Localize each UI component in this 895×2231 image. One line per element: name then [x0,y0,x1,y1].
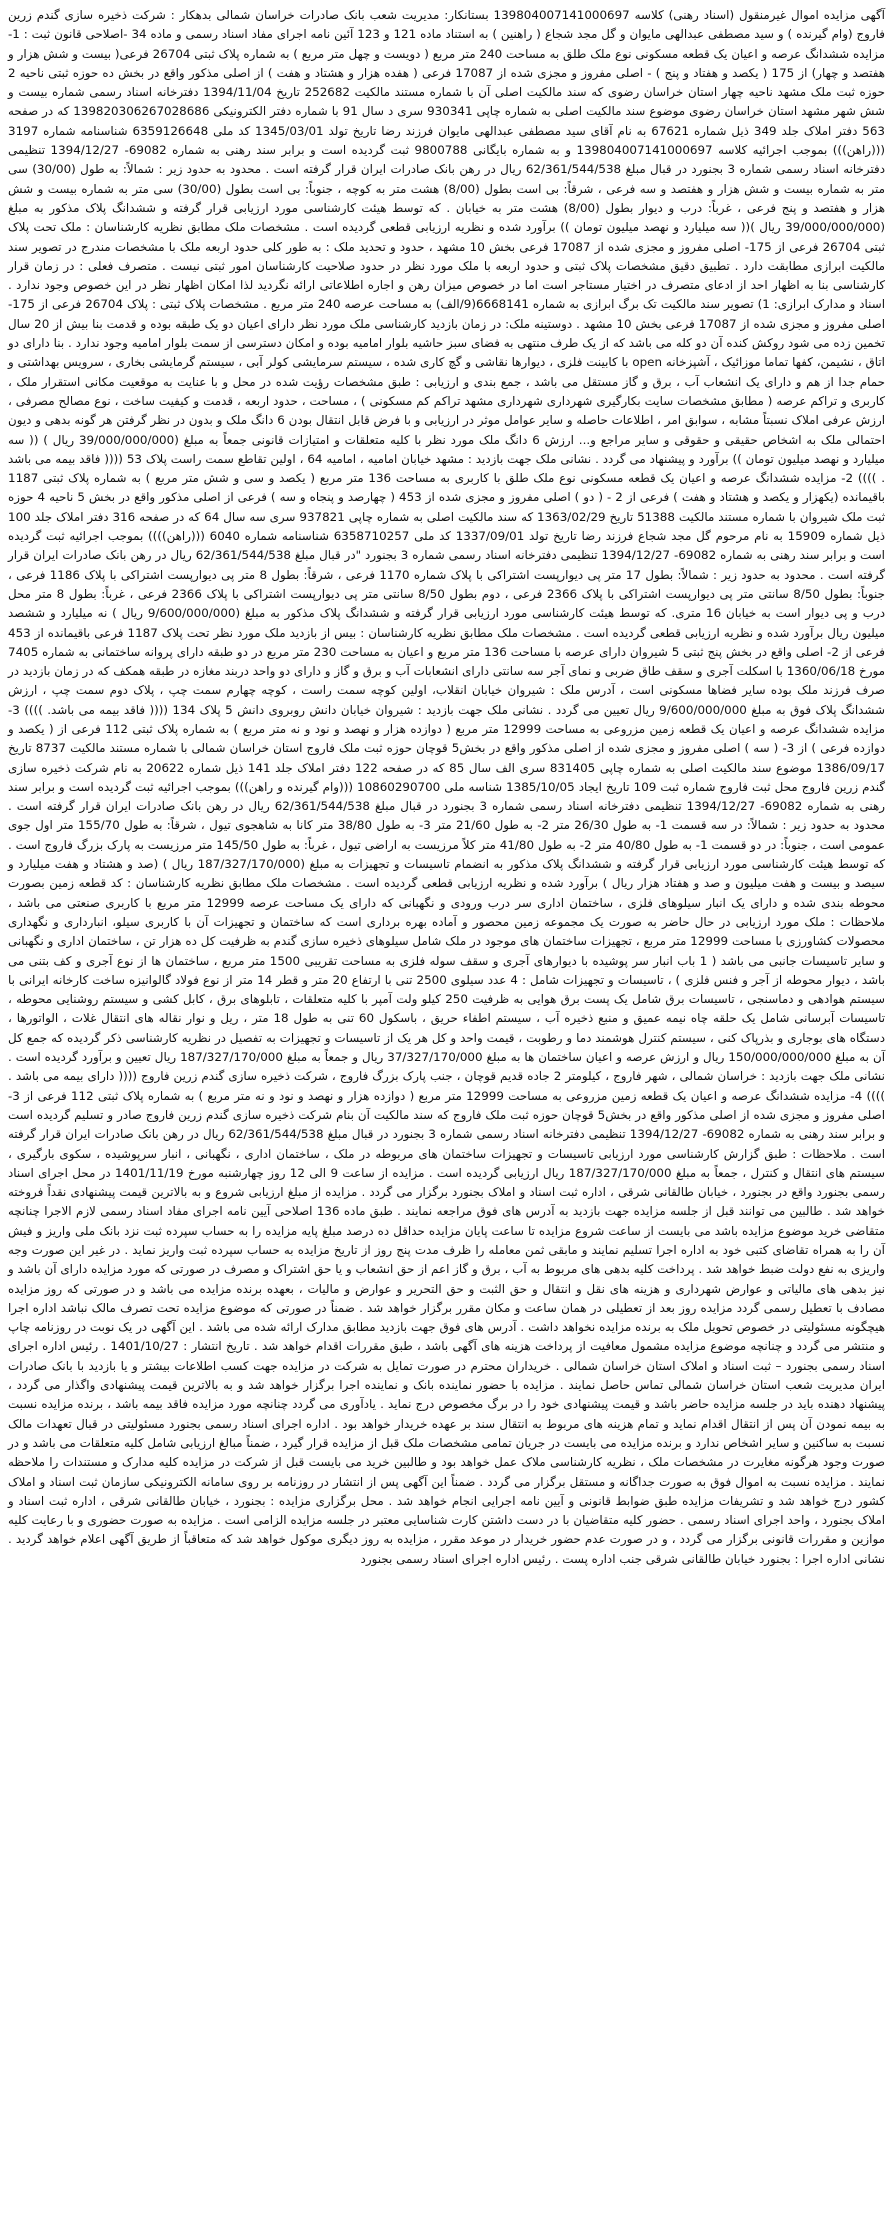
auction-notice-text: آگهی مزایده اموال غیرمنقول (اسناد رهنی) کلاسه 139804007141000697 بستانکار: مدیریت شعب بانک صادرات خراسان شمالی بدهکار : شرکت ذخیره سازی گندم زرین فاروج (وام گیرنده ) و سید مصطفی عبدالهی مایوان و گل مجد شجاع ( راهنین ) به استناد ماده 121 و 123 آئین نامه اجرای مفاد اسناد رسمی و ماده 34 -اصلاحی قانون ثبت : 1- مزایده ششدانگ عرصه و اعیان یک قطعه مسکونی نوع ملک طلق به مساحت 240 متر مربع ( دویست و چهل متر مربع ) به شماره پلاک ثبتی 26704 فرعی( بیست و شش هزار و هفتصد و چهار) از 175 ( یکصد و هفتاد و پنج ) - اصلی مفروز و مجزی شده از 17087 فرعی ( هفده هزار و هشتاد و هفت ) از اصلی مذکور واقع در بخش ده حوزه ثبتی ناحیه 2 حوزه ثبت ملک مشهد ناحیه چهار استان خراسان رضوی که سند مالکیت اصلی آن با شماره مستند مالکیت 252682 تاریخ 1394/11/04 دفترخانه اسناد رسمی شماره بیست و شش شهر مشهد استان خراسان رضوی موضوع سند مالکیت اصلی به شماره چاپی 930341 سری د سال 91 با شماره دفتر الکترونیکی 139820306267028686 که در صفحه 563 دفتر املاک جلد 349 ذیل شماره 67621 به نام آقای سید مصطفی عبدالهی مایوان فرزند رضا تاریخ تولد 1345/03/01 کد ملی 6359126648 شناسنامه شماره 3197 (((راهن))) بموجب اجرائیه کلاسه 139804007141000697 و به شماره بایگانی 9800788 ثبت گردیده است و برابر سند رهنی به شماره 69082- 1394/12/27 تنظیمی دفترخانه اسناد رسمی شماره 3 بجنورد در قبال مبلغ 62/361/544/538 ریال در رهن بانک صادرات ایران قرار گرفته است . محدود به حدود زیر : شمالاً: به طول (30/00) سی متر به شماره بیست و شش هزار و هفتصد و سه فرعی ، شرقاً: بی است بطول (8/00) هشت متر به کوچه ، جنوباً: بی است بطول (30/00) سی متر به شماره بیست و شش هزار و هفتصد و پنج فرعی ، غرباً: درب و دیوار بطول (8/00) هشت متر به خیابان . که توسط هیئت کارشناسی مورد ارزیابی قرار گرفته و ششدانگ پلاک مذکور به مبلغ (39/000/000/000 ریال )(( سه میلیارد و نهصد میلیون تومان )) برآورد شده و نظریه ارزیابی قطعی گردیده است . مشخصات ملک مطابق نظریه کارشناسان : ملک تحت پلاک ثبتی 26704 فرعی از 175- اصلی مفروز و مجزی شده از 17087 فرعی بخش 10 مشهد ، حدود و تحدید ملک : به طور کلی حدود اربعه ملک با مشخصات مندرج در تصویر سند مالکیت ابرازی مطابقت دارد . تطبیق دقیق مشخصات پلاک ثبتی و حدود اربعه با ملک مورد نظر در حدود صلاحیت کارشناسان امور ثبتی نیست . متصرف فعلی : در زمان قرار کارشناسی بنا به اظهار احد از ادعای متصرف در اختیار مستاجر است اما در خصوص میزان رهن و اجاره اطلاعاتی ارائه نگردید لذا امکان اظهار نظر در این خصوص وجود ندارد . اسناد و مدارک ابرازی: 1) تصویر سند مالکیت تک برگ ابرازی به شماره 6668141(9/الف) به مساحت عرصه 240 متر مربع . مشخصات پلاک ثبتی : پلاک 26704 فرعی از 175- اصلی مفروز و مجزی شده از 17087 فرعی بخش 10 مشهد . دوستینه ملک: در زمان بازدید کارشناسی ملک مورد نظر دارای اعیان دو یک طبقه بوده و قدمت بنا بیش از 20 سال تخمین زده می شود روکش کنده آن دو کله می باشد که از یک طرف منتهی به فضای سبز حاشیه بلوار امامیه بوده و امکان دسترسی از سمت بلوار امامیه وجود ندارد . بنا دارای دو اتاق ، نشیمن، کفها تماما موزائیک ، آشپزخانه open با کابینت فلزی ، دیوارها نقاشی و گچ کاری شده ، سیستم سرمایشی کولر آبی ، سیستم گرمایشی بخاری ، سرویس بهداشتی و حمام جدا از هم و دارای یک انشعاب آب ، برق و گاز مستقل می باشد ، جمع بندی و ارزیابی : طبق مشخصات رؤیت شده در محل و با عنایت به موقعیت مکانی استقرار ملک ، کاربری و تراکم عرصه ( مطابق مشخصات سایت بکارگیری شهرداری شهرداری مشهد تراکم کم مسکونی ) ، مساحت ، حدود اربعه ، قدمت و کیفیت ساخت ، نوع مصالح مصرفی ، ارزش عرفی املاک نسبتاً مشابه ، سوابق امر ، اطلاعات حاصله و سایر عوامل موثر در ارزیابی و با فرض قابل انتقال بودن 6 دانگ ملک و بدون در نظر گرفتن هر گونه بدهی و دیون احتمالی ملک به اشخاص حقیقی و حقوقی و سایر مراجع و... ارزش 6 دانگ ملک مورد نظر با کلیه متعلقات و امتیازات قانونی جمعاً به مبلغ (39/000/000/000 ریال ) (( سه میلیارد و نهصد میلیون تومان )) برآورد و پیشنهاد می گردد . نشانی ملک جهت بازدید : مشهد خیابان امامیه ، امامیه 64 ، اولین تقاطع سمت راست پلاک 53 (((( فاقد بیمه می باشد . )))) 2- مزایده ششدانگ عرصه و اعیان یک قطعه مسکونی نوع ملک طلق با کاربری به مساحت 136 متر مربع ( یکصد و سی و شش متر مربع ) به شماره پلاک ثبتی 1187 باقیمانده (یکهزار و یکصد و هشتاد و هفت ) فرعی از 2 - ( دو ) اصلی مفروز و مجزی شده از 453 ( چهارصد و پنجاه و سه ) فرعی از اصلی مذکور واقع در بخش 5 ناحیه 4 حوزه ثبت ملک شیروان با شماره مستند مالکیت 51388 تاریخ 1363/02/29 که سند مالکیت اصلی به شماره چاپی 937821 سری سه سال 64 که در صفحه 316 دفتر املاک جلد 100 ذیل شماره 15909 به نام مرحوم گل مجد شجاع فرزند رضا تاریخ تولد 1337/09/01 کد ملی 6358710257 شناسنامه شماره 6040 (((راهن)))) بموجب اجرائیه ثبت گردیده است و برابر سند رهنی به شماره 69082- 1394/12/27 تنظیمی دفترخانه اسناد رسمی شماره 3 بجنورد "در قبال مبلغ 62/361/544/538 ریال در رهن بانک صادرات ایران قرار گرفته است . محدود به حدود زیر : شمالاً: بطول 17 متر پی دیوارپست اشتراکی با پلاک شماره 1170 فرعی ، شرقاً: بطول 8 متر پی دیوارپست اشتراکی با پلاک 1186 فرعی ، جنوباً: بطول 8/50 سانتی متر پی دیوارپست اشتراکی با پلاک 2366 فرعی ، دوم بطول 8/50 سانتی متر پی دیوارپست اشتراکی با پلاک 2366 فرعی ، غرباً: بطول 8 متر محل درب و پی دیوار است به خیابان 16 متری. که توسط هیئت کارشناسی مورد ارزیابی قرار گرفته و ششدانگ پلاک مذکور به مبلغ (9/600/000/000 ریال ) نه میلیارد و ششصد میلیون ریال برآورد شده و نظریه ارزیابی قطعی گردیده است . مشخصات ملک مطابق نظریه کارشناسان : بیس از بازدید ملک مورد نظر تحت پلاک 1187 فرعی باقیمانده از 453 فرعی از 2- اصلی واقع در بخش پنج ثبتی 5 شیروان دارای عرصه با مساحت 136 متر مربع و اعیان به مساحت 230 متر مربع در دو طبقه دارای پروانه ساختمانی به شماره 7405 مورخ 1360/06/18 با اسکلت آجری و سقف طاق ضربی و نمای آجر سه سانتی دارای انشعابات آب و برق و گاز و دارای دو واحد دربند مغازه در طبقه همکف که در زمان بازدید در صرف فرزند ملک بوده سایر فضاها مسکونی است ، آدرس ملک : شیروان خیابان انقلاب، اولین کوچه سمت راست ، کوچه چهارم سمت چپ ، پلاک دوم سمت چپ ، ارزش ششدانگ پلاک فوق به مبلغ 9/600/000/000 ریال تعیین می گردد . نشانی ملک جهت بازدید : شیروان خیابان دانش روبروی دانش 5 پلاک 134 (((( فاقد بیمه می باشد. )))) 3- مزایده ششدانگ عرصه و اعیان یک قطعه زمین مزروعی به مساحت 12999 متر مربع ( دوازده هزار و نهصد و نود و نه متر مربع ) به شماره پلاک ثبتی 112 فرعی از ( یکصد و دوازده فرعی ) از 3- ( سه ) اصلی مفروز و مجزی شده از اصلی مذکور واقع در بخش5 قوچان حوزه ثبت ملک فاروج استان خراسان شمالی با شماره مستند مالکیت 8737 تاریخ 1386/09/17 موضوع سند مالکیت اصلی به شماره چاپی 831405 سری الف سال 85 که در صفحه 122 دفتر املاک جلد 141 ذیل شماره 20622 به نام شرکت ذخیره سازی گندم زرین فاروج محل ثبت فاروج شماره ثبت 109 تاریخ ایجاد 1385/10/05 شناسه ملی 10860290700 (((وام گیرنده و راهن))) بموجب اجرائیه ثبت گردیده است و برابر سند رهنی به شماره 69082- 1394/12/27 تنظیمی دفترخانه اسناد رسمی شماره 3 بجنورد در قبال مبلغ 62/361/544/538 ریال در رهن بانک صادرات ایران قرار گرفته است . محدود به حدود زیر : شمالاً: در سه قسمت 1- به طول 26/30 متر 2- به طول 21/60 متر 3- به طول 38/80 متر کانا به شاهجوی تیول ، شرقاً: به طول 155/70 متر اول جوی عمومی است ، جنوباً: در دو قسمت 1- به طول 40/80 متر 2- به طول 41/80 متر کلاً مرزیست به اراضی تیول ، غرباً: به طول 145/50 متر مرزیست به پارک بزرگ فاروج است . که توسط هیئت کارشناسی مورد ارزیابی قرار گرفته و ششدانگ پلاک مذکور به انضمام تاسیسات و تجهیزات به مبلغ (187/327/170/000 ریال ) (صد و هشتاد و هفت میلیارد و سیصد و بیست و هفت میلیون و صد و هفتاد هزار ریال ) برآورد شده و نظریه ارزیابی قطعی گردیده است . مشخصات ملک مطابق نظریه کارشناسان : کد قطعه زمین بصورت محوطه بندی شده و دارای یک انبار سیلوهای فلزی ، ساختمان اداری سر درب ورودی و نگهبانی که دارای یک مساحت عرصه 12999 متر مربع با کاربری صنعتی می باشد ، ملاحظات : ملک مورد ارزیابی در حال حاضر به صورت یک مجموعه زمین محصور و آماده بهره برداری است که ساختمان و تجهیزات آن با کاربری سیلو، انبارداری و نگهداری محصولات کشاورزی با مساحت 12999 متر مربع ، تجهیزات ساختمان های موجود در ملک شامل سیلوهای ذخیره سازی گندم به ظرفیت کل ده هزار تن ، ساختمان اداری و نگهبانی و سایر تاسیسات جانبی می باشد ( 1 باب انبار سر پوشیده با دیوارهای آجری و سقف سوله فلزی به مساحت تقریبی 1500 متر مربع ، ساختمان ها از نوع آجری و کف بتنی می باشد ، دیوار محوطه از آجر و فنس فلزی ) ، تاسیسات و تجهیزات شامل : 4 عدد سیلوی 2500 تنی با ارتفاع 20 متر و قطر 14 متر از نوع فولاد گالوانیزه ساخت کارخانه ایرانی با سیستم هوادهی و دماسنجی ، تاسیسات برق شامل یک پست برق هوایی به ظرفیت 250 کیلو ولت آمپر با کلیه متعلقات ، تابلوهای برق ، کابل کشی و سیستم روشنایی محوطه ، تاسیسات آبرسانی شامل یک حلقه چاه نیمه عمیق و منبع ذخیره آب ، سیستم اطفاء حریق ، باسکول 60 تنی به طول 18 متر ، ریل و نوار نقاله های انتقال غلات ، الواتورها ، دستگاه های بوجاری و بذرپاک کنی ، سیستم کنترل هوشمند دما و رطوبت ، قیمت واحد و کل هر یک از تاسیسات و تجهیزات به تفصیل در نظریه کارشناسی ذکر گردیده که جمع کل آن به مبلغ 150/000/000/000 ریال و ارزش عرصه و اعیان ساختمان ها به مبلغ 37/327/170/000 ریال و جمعاً به مبلغ 187/327/170/000 ریال تعیین و برآورد گردیده است . نشانی ملک جهت بازدید : خراسان شمالی ، شهر فاروج ، کیلومتر 2 جاده قدیم قوچان ، جنب پارک بزرگ فاروج ، شرکت ذخیره سازی گندم زرین فاروج (((( دارای بیمه می باشد . )))) 4- مزایده ششدانگ عرصه و اعیان یک قطعه زمین مزروعی به مساحت 12999 متر مربع ( دوازده هزار و نهصد و نود و نه متر مربع ) به شماره پلاک ثبتی 112 فرعی از 3- اصلی مفروز و مجزی شده از اصلی مذکور واقع در بخش5 قوچان حوزه ثبت ملک فاروج که سند مالکیت آن بنام شرکت ذخیره سازی گندم زرین فاروج صادر و تسلیم گردیده است و برابر سند رهنی به شماره 69082- 1394/12/27 تنظیمی دفترخانه اسناد رسمی شماره 3 بجنورد در قبال مبلغ 62/361/544/538 ریال در رهن بانک صادرات ایران قرار گرفته است . ملاحظات : طبق گزارش کارشناسی مورد ارزیابی تاسیسات و تجهیزات ساختمان های مربوطه در ملک ، ساختمان اداری ، نگهبانی ، انبار سرپوشیده ، سکوی بارگیری ، سیستم های انتقال و کنترل ، جمعاً به مبلغ 187/327/170/000 ریال ارزیابی گردیده است . مزایده از ساعت 9 الی 12 روز چهارشنبه مورخ 1401/11/19 در محل اجرای اسناد رسمی بجنورد واقع در بجنورد ، خیابان طالقانی شرقی ، اداره ثبت اسناد و املاک بجنورد برگزار می گردد . مزایده از مبلغ ارزیابی شروع و به بالاترین قیمت پیشنهادی نقداً فروخته خواهد شد . طالبین می توانند قبل از جلسه مزایده جهت بازدید به آدرس های فوق مراجعه نمایند . طبق ماده 136 اصلاحی آیین نامه اجرای مفاد اسناد رسمی لازم الاجرا چنانچه متقاضی خرید موضوع مزایده باشد می بایست از ساعت شروع مزایده تا ساعت پایان مزایده حداقل ده درصد مبلغ پایه مزایده را به حساب سپرده ثبت نزد بانک ملی واریز و فیش آن را به همراه تقاضای کتبی خود به اداره اجرا تسلیم نمایند و مابقی ثمن معامله را ظرف مدت پنج روز از تاریخ مزایده به حساب سپرده ثبت واریز نماید . در غیر این صورت وجه واریزی به نفع دولت ضبط خواهد شد . پرداخت کلیه بدهی های مربوط به آب ، برق و گاز اعم از حق انشعاب و یا حق اشتراک و مصرف در صورتی که مورد مزایده دارای آن باشد و نیز بدهی های مالیاتی و عوارض شهرداری و هزینه های نقل و انتقال و حق الثبت و حق التحریر و عوارض و مالیات ، بعهده برنده مزایده می باشد و در صورتی که روز مزایده مصادف با تعطیل رسمی گردد مزایده روز بعد از تعطیلی در همان ساعت و مکان مقرر برگزار خواهد شد . ضمناً در صورتی که موضوع مزایده تحت تصرف مالک نباشد اداره اجرا هیچگونه مسئولیتی در خصوص تحویل ملک به برنده مزایده نخواهد داشت . آدرس های فوق جهت بازدید مطابق مدارک ارائه شده می باشد . این آگهی در یک نوبت در روزنامه چاپ و منتشر می گردد و چنانچه موضوع مزایده مشمول معافیت از پرداخت هزینه های آگهی باشد ، طبق مقررات اقدام خواهد شد . تاریخ انتشار : 1401/10/27 . رئیس اداره اجرای اسناد رسمی بجنورد – ثبت اسناد و املاک استان خراسان شمالی . خریداران محترم در صورت تمایل به شرکت در مزایده جهت کسب اطلاعات بیشتر و یا بازدید با بانک صادرات ایران مدیریت شعب استان خراسان شمالی تماس حاصل نمایند . مزایده با حضور نماینده بانک و نماینده اجرا برگزار خواهد شد و به بالاترین قیمت پیشنهادی واگذار می گردد ، پیشنهاد دهنده باید در جلسه مزایده حاضر باشد و قیمت پیشنهادی خود را در برگ مخصوص درج نماید . یادآوری می گردد چنانچه مورد مزایده فاقد بیمه باشد ، برنده مزایده نسبت به بیمه نمودن آن پس از انتقال اقدام نماید و تمام هزینه های مربوط به انتقال سند بر عهده خریدار خواهد بود . اداره اجرای اسناد رسمی بجنورد مسئولیتی در قبال تعهدات مالک نسبت به ساکنین و سایر اشخاص ندارد و برنده مزایده می بایست در جریان تمامی مشخصات ملک قبل از مزایده قرار گیرد ، ضمناً مبالغ ارزیابی شامل کلیه متعلقات می باشد و در صورت وجود هرگونه مغایرت در مشخصات ملک ، نظریه کارشناسی ملاک عمل خواهد بود و طالبین خرید می بایست قبل از شرکت در مزایده کلیه مدارک و مستندات را ملاحظه نمایند . مزایده نسبت به اموال فوق به صورت جداگانه و مستقل برگزار می گردد . ضمناً این آگهی پس از انتشار در روزنامه بر روی سامانه الکترونیکی سازمان ثبت اسناد و املاک کشور درج خواهد شد و تشریفات مزایده طبق ضوابط قانونی و آیین نامه اجرایی انجام خواهد شد . محل برگزاری مزایده : بجنورد ، خیابان طالقانی شرقی ، اداره ثبت اسناد و املاک بجنورد ، واحد اجرای اسناد رسمی . حضور کلیه متقاضیان با در دست داشتن کارت شناسایی معتبر در جلسه مزایده الزامی است . مزایده به صورت حضوری و با رعایت کلیه موازین و مقررات قانونی برگزار می گردد ، و در صورت عدم حضور خریدار در موعد مقرر ، مزایده به روز دیگری موکول خواهد شد که متعاقباً از طریق آگهی اعلام خواهد گردید . نشانی اداره اجرا : بجنورد خیابان طالقانی شرقی جنب اداره پست . رئیس اداره اجرای اسناد رسمی بجنورد [8,8,886,1566]
